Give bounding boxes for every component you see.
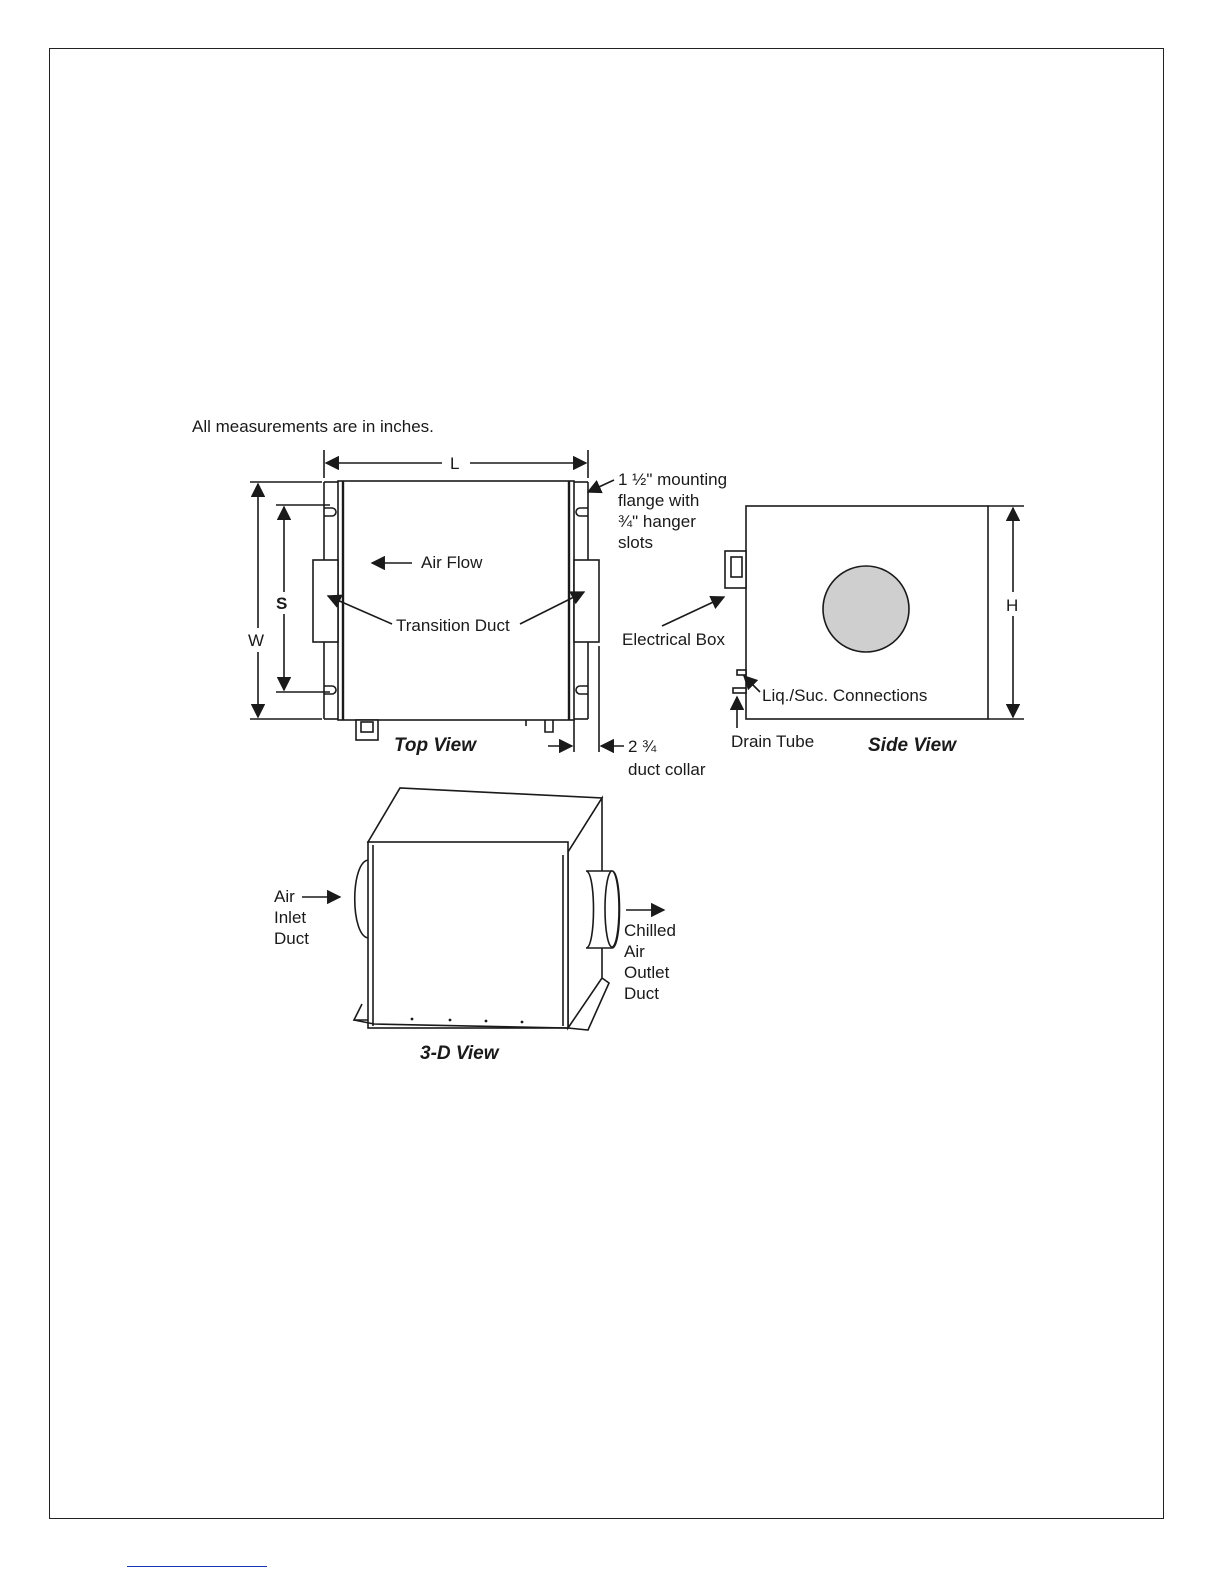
mounting-flange-line-1: 1 ½" mounting: [618, 470, 728, 489]
connections-label: Liq./Suc. Connections: [762, 686, 928, 705]
side-view-caption: Side View: [868, 735, 956, 756]
outlet-line-1: Chilled: [624, 921, 676, 940]
duct-collar-line-2: duct collar: [628, 760, 706, 779]
dim-l-label: L: [450, 454, 460, 473]
air-flow-label: Air Flow: [421, 553, 483, 572]
blower-opening: [823, 566, 909, 652]
top-view: [248, 450, 727, 779]
mounting-flange-line-3: ¾" hanger: [618, 512, 696, 531]
measurement-note: All measurements are in inches.: [192, 417, 434, 436]
side-view: [622, 506, 1024, 756]
drain-tube-label: Drain Tube: [731, 732, 815, 751]
outlet-line-3: Outlet: [624, 963, 670, 982]
three-d-view-caption: 3-D View: [420, 1043, 499, 1064]
mounting-flange-line-4: slots: [618, 533, 653, 552]
inlet-line-2: Inlet: [274, 908, 307, 927]
inlet-line-3: Duct: [274, 929, 309, 948]
dim-w-label: W: [248, 631, 265, 650]
three-d-view: [274, 788, 676, 1064]
transition-duct-label: Transition Duct: [396, 616, 510, 635]
mounting-flange-line-2: flange with: [618, 491, 700, 510]
dim-h-label: H: [1006, 596, 1019, 615]
top-view-caption: Top View: [394, 735, 476, 756]
duct-collar-line-1: 2 ¾: [628, 737, 657, 756]
inlet-line-1: Air: [274, 887, 295, 906]
dim-s-label: S: [276, 594, 288, 613]
outlet-line-4: Duct: [624, 984, 659, 1003]
outlet-line-2: Air: [624, 942, 645, 961]
electrical-box-label: Electrical Box: [622, 630, 725, 649]
